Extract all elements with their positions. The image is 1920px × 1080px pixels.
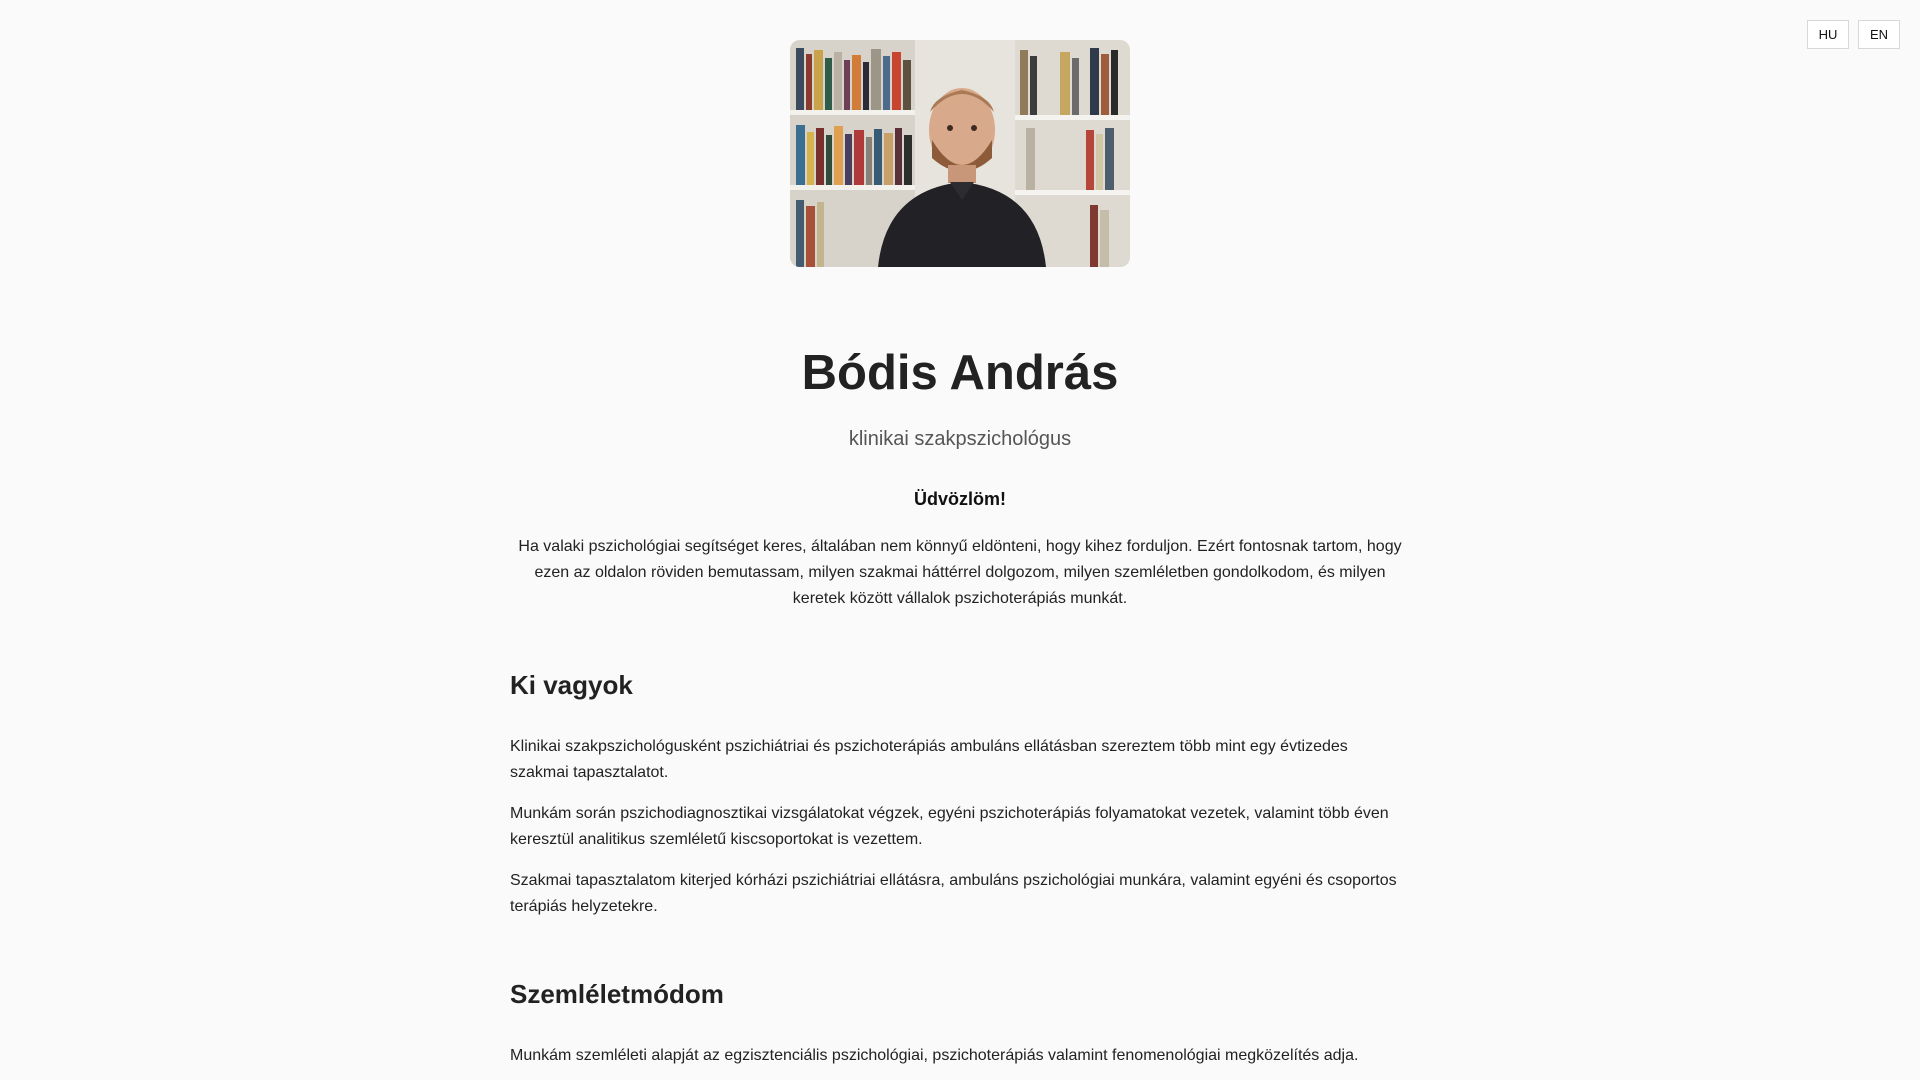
welcome-text: Ha valaki pszichológiai segítséget keres, általában nem könnyű eldönteni, hogy kihez forduljon. Ezért fontosnak tartom, hogy ezen az oldalon röviden bemutassam, milyen szakmai háttérrel dolgozom, milyen szemléletben gondolkodom, és milyen keretek között vállalok pszichoterápiás munkát. — [518, 538, 1402, 607]
section-title-ki-vagyok: Ki vagyok — [510, 670, 633, 700]
section-paragraph: Klinikai szakpszichológusként pszichiátriai és pszichoterápiás ambuláns ellátásban szereztem több mint egy évtizedes szakmai tapasztalatot. — [510, 738, 1348, 781]
language-switcher — [1807, 20, 1900, 49]
section-paragraph: Munkám során pszichodiagnosztikai vizsgálatokat végzek, egyéni pszichoterápiás folyamatokat vezetek, valamint több éven keresztül analitikus szemléletű kiscsoportokat is vezettem. — [510, 805, 1389, 848]
language-hu-button[interactable]: HU — [1807, 20, 1849, 49]
person-name: Bódis András — [801, 346, 1119, 400]
section-paragraph: Szakmai tapasztalatom kiterjed kórházi pszichiátriai ellátásra, ambuláns pszichológiai munkára, valamint egyéni és csoportos terápiás helyzetekre. — [510, 872, 1397, 915]
profile-photo — [790, 40, 1130, 267]
person-role: klinikai szakpszichológus — [848, 428, 1072, 450]
section-paragraph: Munkám szemléleti alapját az egzisztenciális pszichológiai, pszichoterápiás valamint fenomenológiai megközelítés adja. — [510, 1047, 1359, 1064]
welcome-heading: Üdvözlöm! — [914, 489, 1006, 509]
language-en-button[interactable]: EN — [1858, 20, 1900, 49]
section-title-szemleletmodom: Szemléletmódom — [510, 979, 724, 1009]
